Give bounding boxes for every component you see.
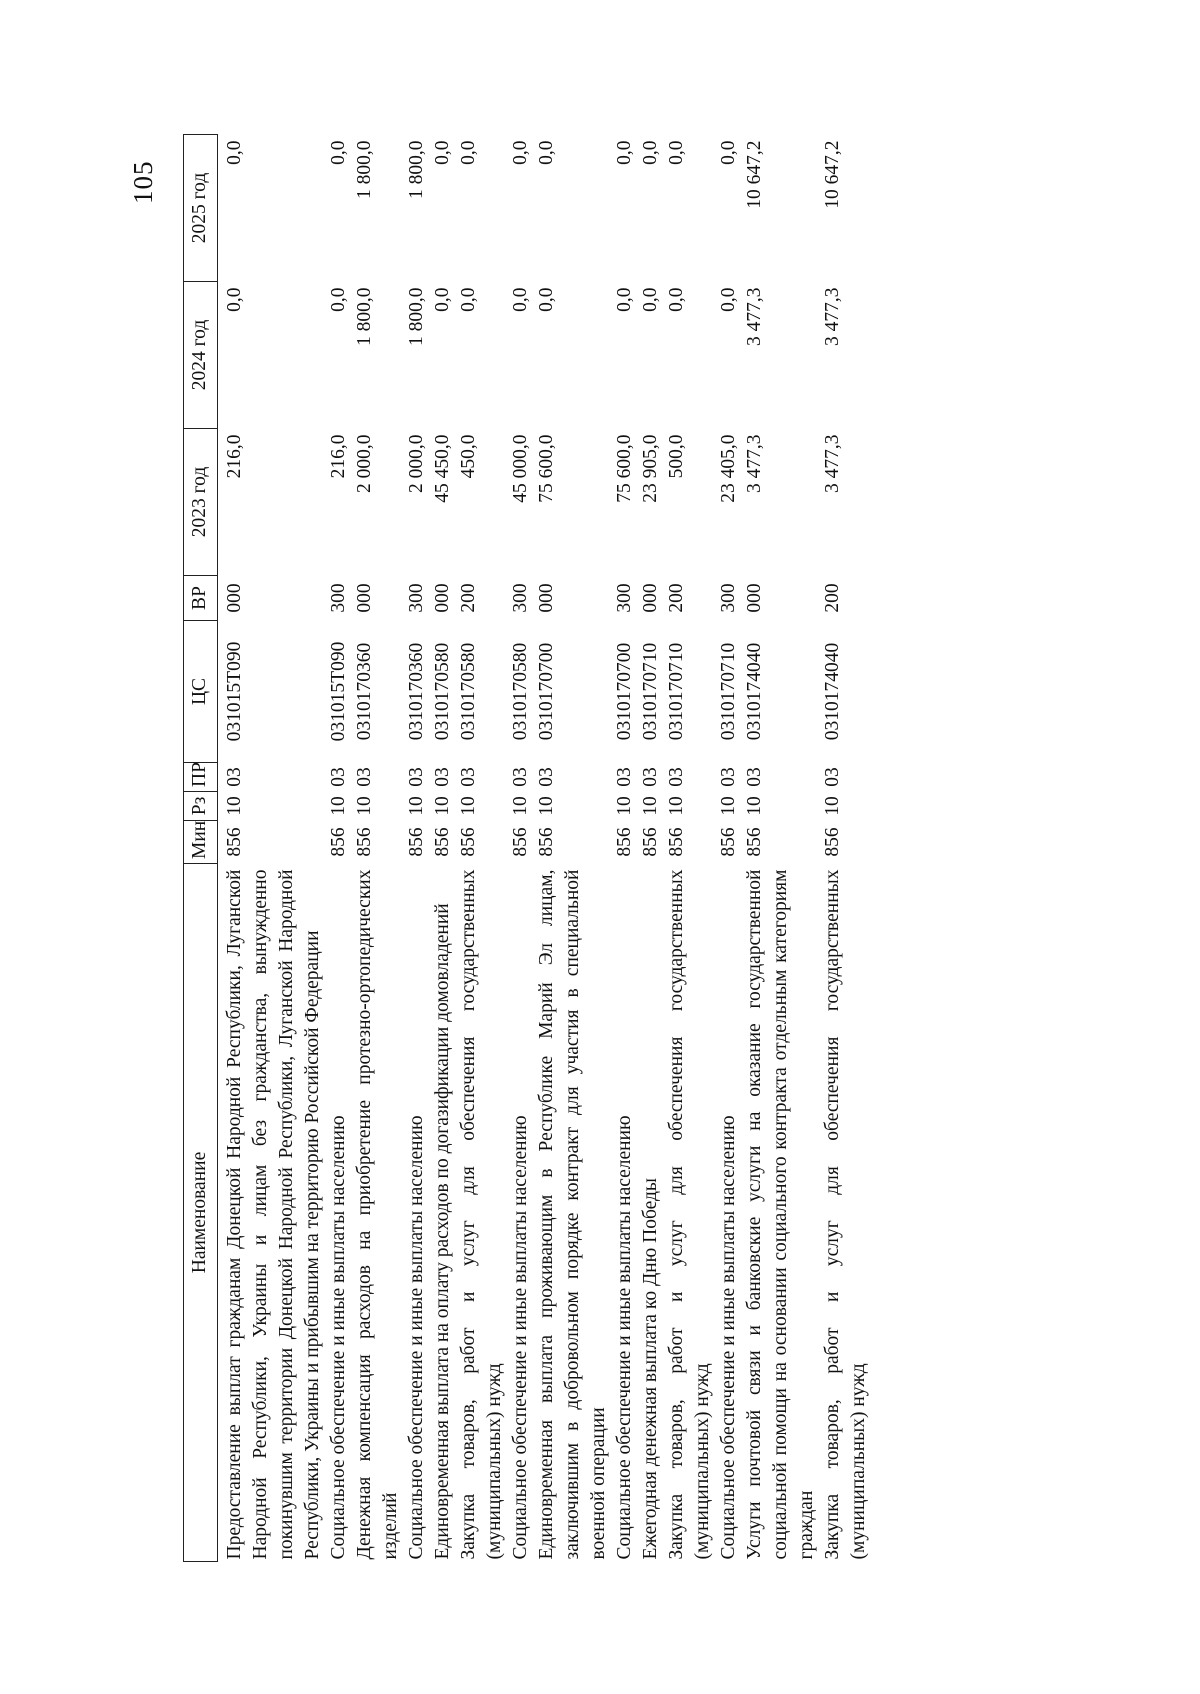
row-2024: 0,0 [458,287,479,312]
row-pr: 03 [718,767,739,787]
row-2025: 0,0 [458,140,479,165]
row-2025: 0,0 [614,140,635,165]
header-2024: 2024 год [184,282,218,429]
row-min: 856 [614,827,635,857]
row-pr: 03 [224,767,245,787]
row-rz: 10 [458,796,479,816]
row-2025: 0,0 [328,140,349,165]
row-2025: 0,0 [510,140,531,165]
header-pr: ПР [184,763,218,792]
row-vr: 000 [744,583,765,613]
row-cs: 0310170700 [536,642,557,741]
row-cs: 0310174040 [822,642,843,741]
row-pr: 03 [510,767,531,787]
row-name: Социальное обеспечение и иные выплаты населению [328,1115,349,1560]
row-pr: 03 [744,767,765,787]
row-2023: 216,0 [224,434,245,479]
row-2023: 23 905,0 [640,434,661,503]
table-row [664,135,716,1562]
row-min: 856 [432,827,453,857]
table-row [326,135,352,1562]
table-header [184,135,218,1562]
row-pr: 03 [822,767,843,787]
row-2023: 2 000,0 [354,434,375,493]
row-2023: 23 405,0 [718,434,739,503]
table-row [218,135,327,1562]
row-2024: 0,0 [536,287,557,312]
row-rz: 10 [328,796,349,816]
row-name: Социальное обеспечение и иные выплаты населению [718,1115,739,1560]
row-2024: 0,0 [328,287,349,312]
table-row [352,135,404,1562]
row-2025: 0,0 [718,140,739,165]
row-vr: 000 [224,583,245,613]
row-cs: 0310170710 [666,642,687,741]
header-rz: Рз [184,792,218,821]
table-row [534,135,612,1562]
row-vr: 000 [354,583,375,613]
row-2024: 0,0 [640,287,661,312]
table-row [716,135,742,1562]
row-2025: 1 800,0 [406,140,427,199]
row-pr: 03 [328,767,349,787]
table-row [404,135,430,1562]
row-rz: 10 [406,796,427,816]
page-number: 105 [128,160,158,204]
row-2024: 0,0 [224,287,245,312]
row-2024: 0,0 [432,287,453,312]
row-rz: 10 [744,796,765,816]
header-cs: ЦС [184,621,218,763]
row-min: 856 [640,827,661,857]
row-2024: 0,0 [614,287,635,312]
row-name: Социальное обеспечение и иные выплаты населению [614,1115,635,1560]
row-min: 856 [406,827,427,857]
row-cs: 0310170360 [406,642,427,741]
table-row [430,135,456,1562]
row-2025: 0,0 [640,140,661,165]
row-2023: 3 477,3 [822,434,843,493]
row-vr: 200 [458,583,479,613]
row-name: Закупка товаров, работ и услуг для обеспечения государственных (муниципальных) нужд [666,869,713,1560]
budget-table [183,134,872,1562]
row-min: 856 [822,827,843,857]
table-row [820,135,872,1562]
row-rz: 10 [822,796,843,816]
row-cs: 031015Т090 [224,641,245,742]
row-rz: 10 [640,796,661,816]
row-cs: 031015Т090 [328,641,349,742]
row-vr: 200 [822,583,843,613]
row-min: 856 [510,827,531,857]
row-2025: 1 800,0 [354,140,375,199]
row-rz: 10 [510,796,531,816]
row-vr: 000 [432,583,453,613]
row-pr: 03 [458,767,479,787]
row-rz: 10 [354,796,375,816]
row-2025: 0,0 [666,140,687,165]
row-2024: 1 800,0 [354,287,375,346]
row-cs: 0310170580 [510,642,531,741]
row-2024: 0,0 [718,287,739,312]
row-2024: 0,0 [666,287,687,312]
row-name: Услуги почтовой связи и банковские услуги на оказание государственной социальной помощи на основании социального контракта отдельным категориям граждан [744,869,817,1560]
row-cs: 0310170360 [354,642,375,741]
row-2023: 2 000,0 [406,434,427,493]
row-vr: 300 [510,583,531,613]
row-2023: 45 000,0 [510,434,531,503]
table-row [638,135,664,1562]
header-min: Мин [184,821,218,864]
row-2023: 450,0 [458,434,479,479]
row-pr: 03 [614,767,635,787]
row-min: 856 [354,827,375,857]
header-2025: 2025 год [184,135,218,282]
row-rz: 10 [718,796,739,816]
row-cs: 0310170580 [432,642,453,741]
row-pr: 03 [406,767,427,787]
row-min: 856 [328,827,349,857]
row-cs: 0310170710 [718,642,739,741]
row-min: 856 [224,827,245,857]
row-2025: 0,0 [224,140,245,165]
row-name: Ежегодная денежная выплата ко Дню Победы [640,1177,661,1560]
row-name: Закупка товаров, работ и услуг для обеспечения государственных (муниципальных) нужд [822,869,869,1560]
row-name: Предоставление выплат гражданам Донецкой Народной Республики, Луганской Народной Республики, Украины и лицам без гражданства, вынужденно покинувшим территории Донецкой Народной Республики, Луганской Народной Республики, Украины и прибывшим на территорию Российской Федерации [224,869,323,1560]
row-2024: 1 800,0 [406,287,427,346]
row-vr: 300 [406,583,427,613]
row-min: 856 [718,827,739,857]
row-rz: 10 [224,796,245,816]
header-name: Наименование [184,864,218,1562]
header-vr: ВР [184,576,218,621]
row-2024: 3 477,3 [744,287,765,346]
row-2023: 216,0 [328,434,349,479]
row-min: 856 [744,827,765,857]
row-cs: 0310174040 [744,642,765,741]
row-cs: 0310170580 [458,642,479,741]
row-rz: 10 [432,796,453,816]
row-name: Социальное обеспечение и иные выплаты населению [406,1115,427,1560]
row-name: Денежная компенсация расходов на приобретение протезно-ортопедических изделий [354,869,401,1560]
row-pr: 03 [640,767,661,787]
table-body [218,135,873,1562]
row-cs: 0310170710 [640,642,661,741]
row-vr: 300 [718,583,739,613]
row-name: Закупка товаров, работ и услуг для обеспечения государственных (муниципальных) нужд [458,869,505,1560]
row-vr: 200 [666,583,687,613]
row-min: 856 [458,827,479,857]
header-2023: 2023 год [184,429,218,576]
row-min: 856 [666,827,687,857]
row-vr: 000 [536,583,557,613]
row-cs: 0310170700 [614,642,635,741]
row-pr: 03 [666,767,687,787]
row-2024: 3 477,3 [822,287,843,346]
row-pr: 03 [354,767,375,787]
row-2023: 75 600,0 [614,434,635,503]
row-2025: 10 647,2 [744,140,765,209]
row-2023: 75 600,0 [536,434,557,503]
row-2023: 45 450,0 [432,434,453,503]
row-name: Единовременная выплата проживающим в Республике Марий Эл лицам, заключившим в добровольном порядке контракт для участия в специальной военной операции [536,869,609,1560]
row-rz: 10 [536,796,557,816]
row-pr: 03 [432,767,453,787]
table-row [612,135,638,1562]
row-name: Социальное обеспечение и иные выплаты населению [510,1115,531,1560]
table-row [508,135,534,1562]
row-min: 856 [536,827,557,857]
row-pr: 03 [536,767,557,787]
row-name: Единовременная выплата на оплату расходов по догазификации домовладений [432,903,453,1560]
row-2023: 3 477,3 [744,434,765,493]
row-2025: 0,0 [536,140,557,165]
row-vr: 300 [614,583,635,613]
row-rz: 10 [614,796,635,816]
row-2025: 10 647,2 [822,140,843,209]
row-vr: 000 [640,583,661,613]
table-row [742,135,820,1562]
row-2024: 0,0 [510,287,531,312]
row-rz: 10 [666,796,687,816]
row-2023: 500,0 [666,434,687,479]
row-2025: 0,0 [432,140,453,165]
table-row [456,135,508,1562]
row-vr: 300 [328,583,349,613]
